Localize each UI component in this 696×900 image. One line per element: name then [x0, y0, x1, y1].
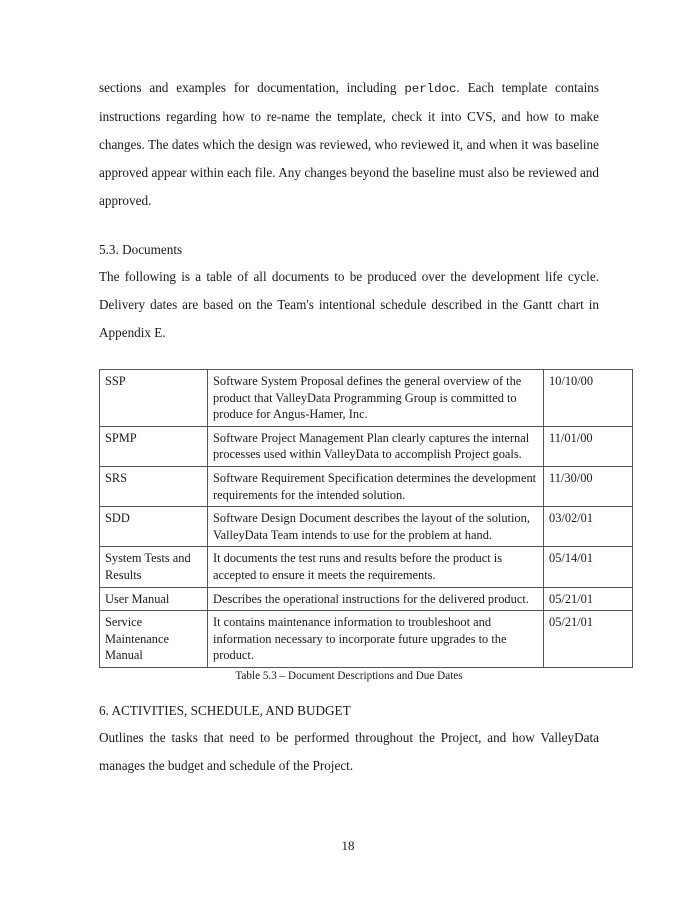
- table-row: [100, 370, 633, 427]
- table-row: [100, 426, 633, 466]
- table-cell-description: It contains maintenance information to troubleshoot and information necessary to incorporate future upgrades to the product.: [208, 611, 544, 668]
- table-cell-name: SSP: [100, 370, 208, 427]
- table-cell-date: 05/14/01: [544, 547, 633, 587]
- table-cell-name: Service Maintenance Manual: [100, 611, 208, 668]
- table-cell-name: SRS: [100, 466, 208, 506]
- table-row: [100, 466, 633, 506]
- table-cell-date: 11/30/00: [544, 466, 633, 506]
- table-cell-date: 05/21/01: [544, 611, 633, 668]
- table-cell-name: System Tests and Results: [100, 547, 208, 587]
- table-cell-description: Software Requirement Specification determines the development requirements for the intended solution.: [208, 466, 544, 506]
- table-cell-date: 11/01/00: [544, 426, 633, 466]
- spacer: [99, 347, 599, 369]
- section-heading-documents: 5.3. Documents: [99, 242, 183, 257]
- table-row: [100, 547, 633, 587]
- paragraph-templates-intro: [99, 74, 599, 215]
- paragraph-text-part2: . Each template contains instructions regarding how to re-name the template, check it into CVS, and how to make changes. The dates which the design was reviewed, who reviewed it, and when it was baseline approved appear within each file. Any changes beyond the baseline must also be reviewed and approved.: [99, 80, 599, 208]
- table-cell-name: User Manual: [100, 587, 208, 611]
- table-row: [100, 587, 633, 611]
- table-cell-description: Software Project Management Plan clearly captures the internal processes used within ValleyData to accomplish Project goals.: [208, 426, 544, 466]
- table-cell-name: SDD: [100, 507, 208, 547]
- page-content: [99, 74, 599, 780]
- paragraph-text-part1: sections and examples for documentation, including: [99, 80, 405, 95]
- table-cell-description: It documents the test runs and results before the product is accepted to ensure it meets the requirements.: [208, 547, 544, 587]
- spacer: [99, 684, 599, 698]
- page-number: 18: [341, 838, 355, 853]
- table-row: [100, 507, 633, 547]
- section-heading-activities: 6. ACTIVITIES, SCHEDULE, AND BUDGET: [99, 702, 351, 718]
- table-caption: Table 5.3 – Document Descriptions and Due Dates: [235, 669, 463, 682]
- table-cell-description: Software Design Document describes the layout of the solution, ValleyData Team intends to use for the problem at hand.: [208, 507, 544, 547]
- table-body: [100, 370, 633, 668]
- table-cell-date: 03/02/01: [544, 507, 633, 547]
- table-cell-name: SPMP: [100, 426, 208, 466]
- table-cell-date: 05/21/01: [544, 587, 633, 611]
- spacer: [99, 215, 599, 237]
- inline-code-perldoc: perldoc: [404, 82, 457, 96]
- table-cell-description: Describes the operational instructions for the delivered product.: [208, 587, 544, 611]
- paragraph-activities-intro: Outlines the tasks that need to be performed throughout the Project, and how ValleyData manages the budget and schedule of the Project.: [99, 729, 599, 773]
- paragraph-documents-intro: The following is a table of all documents to be produced over the development life cycle. Delivery dates are based on the Team's intentional schedule described in the Gantt chart in Appendix E.: [99, 269, 599, 340]
- document-descriptions-table: [99, 369, 633, 668]
- table-row: [100, 611, 633, 668]
- table-cell-description: Software System Proposal defines the general overview of the product that ValleyData Programming Group is committed to produce for Angus-Hamer, Inc.: [208, 370, 544, 427]
- table-cell-date: 10/10/00: [544, 370, 633, 427]
